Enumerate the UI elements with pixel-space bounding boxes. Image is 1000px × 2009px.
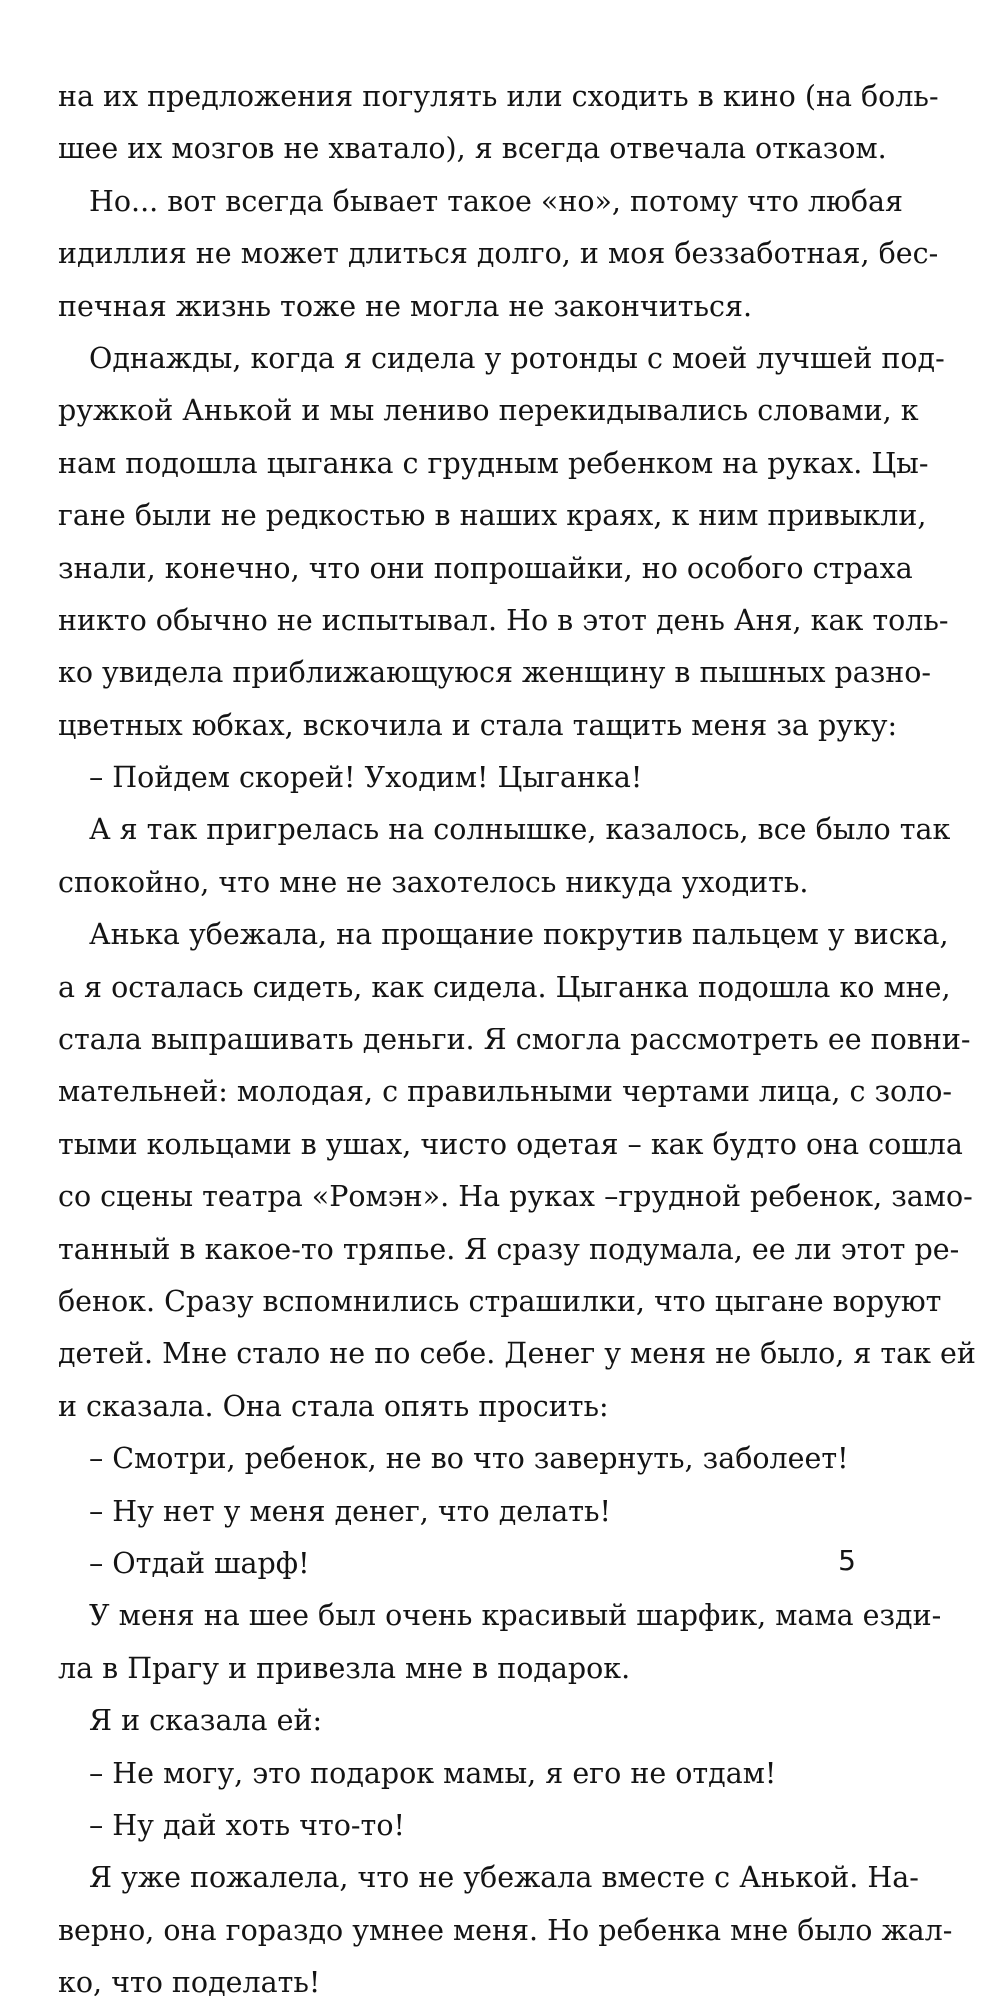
- text-line: стала выпрашивать деньги. Я смогла рассмотреть ее повни-: [58, 1023, 971, 1057]
- text-line: мательней: молодая, с правильными чертами лица, с золо-: [58, 1075, 953, 1109]
- text-line: спокойно, что мне не захотелось никуда уходить.: [58, 865, 809, 899]
- text-line: танный в какое-то тряпье. Я сразу подумала, ее ли этот ре-: [58, 1232, 960, 1266]
- page-number: 5: [838, 1544, 856, 1577]
- text-line: ко увидела приближающуюся женщину в пышных разно-: [58, 656, 932, 690]
- text-line: ко, что поделать!: [58, 1966, 321, 2000]
- text-line: со сцены театра «Ромэн». На руках –грудной ребенок, замо-: [58, 1180, 973, 1214]
- text-line: – Отдай шарф!: [89, 1546, 310, 1580]
- text-line: Однажды, когда я сидела у ротонды с моей лучшей под-: [89, 341, 945, 375]
- text-line: – Пойдем скорей! Уходим! Цыганка!: [89, 761, 643, 795]
- text-line: на их предложения погулять или сходить в кино (на боль-: [58, 80, 939, 113]
- text-line: – Ну нет у меня денег, что делать!: [89, 1494, 611, 1528]
- text-line: и сказала. Она стала опять просить:: [58, 1389, 609, 1423]
- text-line: – Ну дай хоть что-то!: [89, 1808, 405, 1842]
- text-line: печная жизнь тоже не могла не закончиться.: [58, 289, 753, 323]
- text-line: а я осталась сидеть, как сидела. Цыганка подошла ко мне,: [58, 970, 951, 1004]
- text-line: верно, она гораздо умнее меня. Но ребенка мне было жал-: [58, 1913, 953, 1947]
- text-line: – Смотри, ребенок, не во что завернуть, заболеет!: [89, 1442, 849, 1476]
- text-line: ла в Прагу и привезла мне в подарок.: [58, 1651, 631, 1685]
- text-line: детей. Мне стало не по себе. Денег у меня не было, я так ей: [58, 1337, 976, 1371]
- text-line: ружкой Анькой и мы лениво перекидывались словами, к: [58, 394, 919, 428]
- text-line: бенок. Сразу вспомнились страшилки, что цыгане воруют: [58, 1284, 942, 1318]
- text-line: идиллия не может длиться долго, и моя беззаботная, бес-: [58, 237, 939, 271]
- text-line: А я так пригрелась на солнышке, казалось, все было так: [89, 813, 951, 847]
- text-line: Я уже пожалела, что не убежала вместе с Анькой. На-: [89, 1861, 919, 1895]
- text-line: шее их мозгов не хватало), я всегда отвечала отказом.: [58, 132, 887, 166]
- text-line: нам подошла цыганка с грудным ребенком на руках. Цы-: [58, 446, 929, 480]
- text-line: Анька убежала, на прощание покрутив пальцем у виска,: [89, 918, 949, 952]
- text-line: Я и сказала ей:: [89, 1704, 323, 1738]
- text-line: гане были не редкостью в наших краях, к ним привыкли,: [58, 499, 927, 533]
- text-line: цветных юбках, вскочила и стала тащить меня за руку:: [58, 708, 898, 742]
- text-line: Но... вот всегда бывает такое «но», потому что любая: [89, 184, 904, 218]
- text-line: никто обычно не испытывал. Но в этот день Аня, как толь-: [58, 603, 949, 637]
- text-line: У меня на шее был очень красивый шарфик, мама езди-: [89, 1599, 942, 1633]
- text-line: – Не могу, это подарок мамы, я его не отдам!: [89, 1756, 777, 1790]
- text-line: знали, конечно, что они попрошайки, но особого страха: [58, 551, 913, 585]
- body-text: [58, 71, 976, 2009]
- text-line: тыми кольцами в ушах, чисто одетая – как будто она сошла: [58, 1127, 963, 1161]
